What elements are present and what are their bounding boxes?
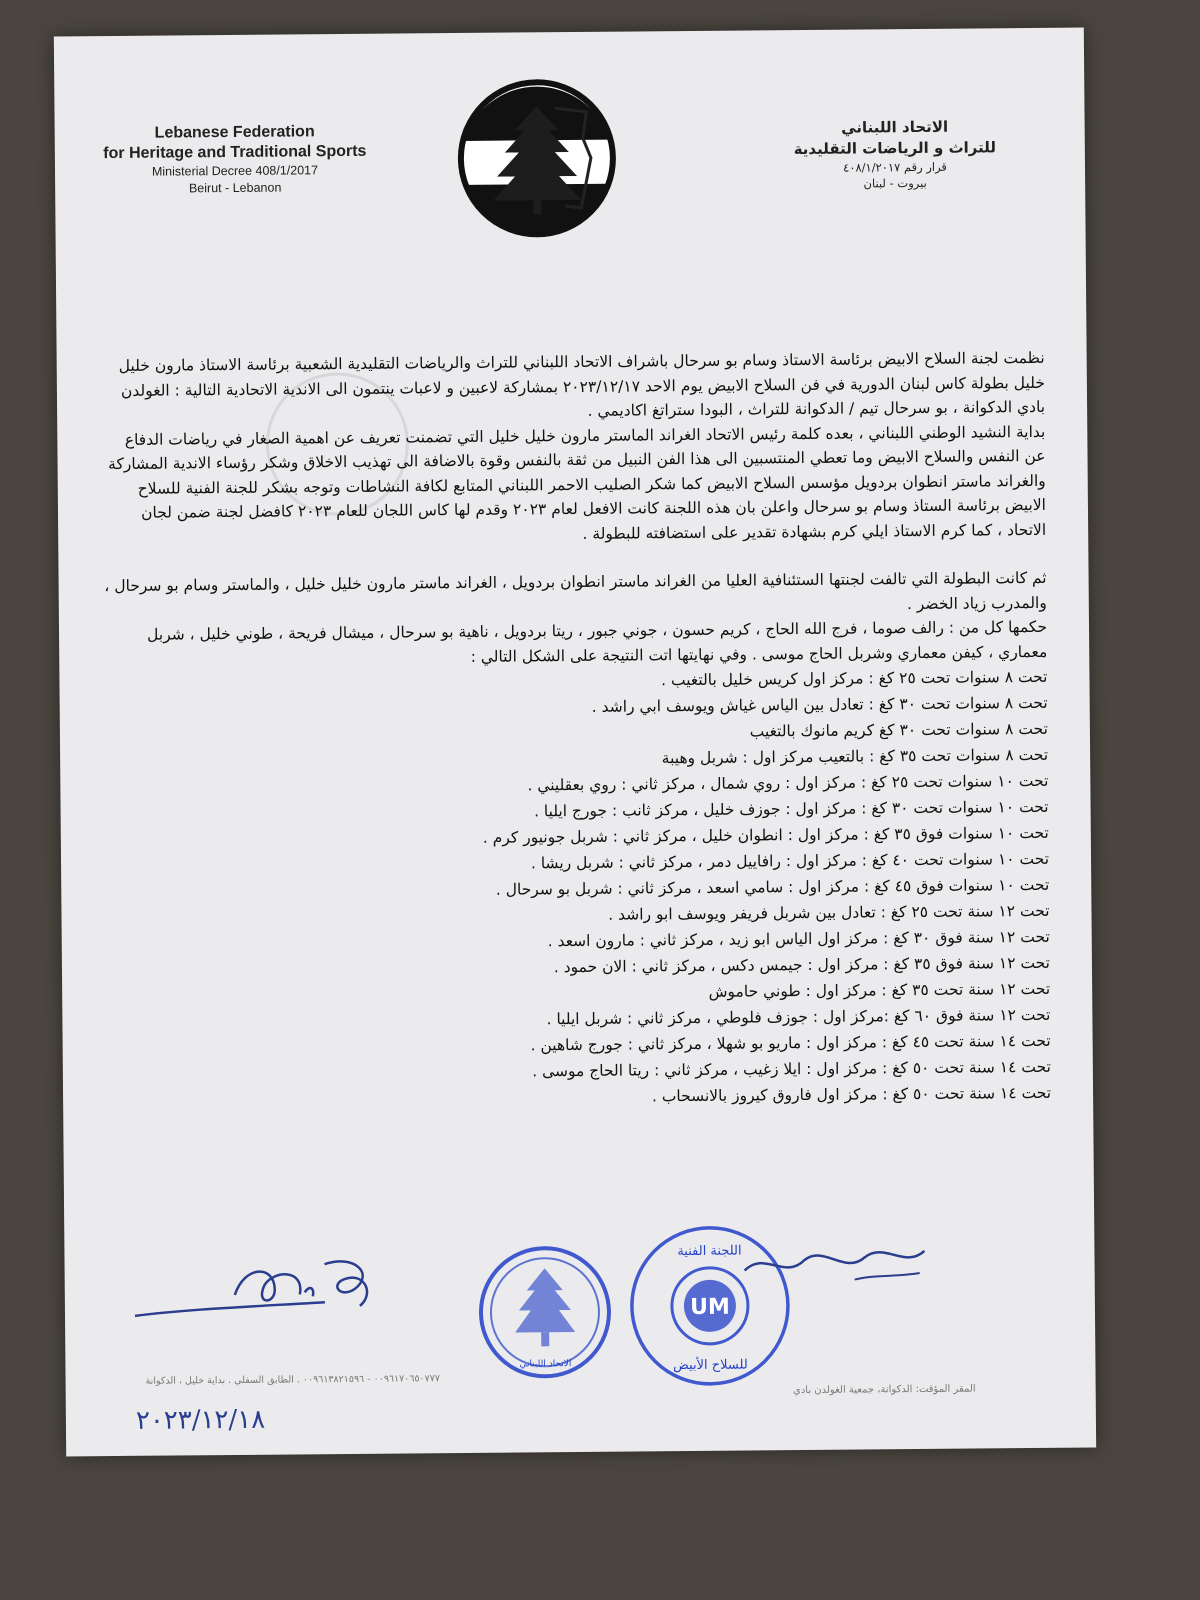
result-item: تحت ١٢ سنة فوق ٦٠ كغ :مركز اول : جوزف فلوطي ، مركز ثاني : شربل ايليا . xyxy=(546,1005,1051,1029)
address-contact: ٠٠٩٦١٧٠٦٥٠٧٧٧ - ٠٠٩٦١٣٨٢١٥٩٦ . الطابق السفلي . بداية خليل ، الدكوانة xyxy=(145,1373,440,1387)
federation-stamp-icon xyxy=(474,1242,615,1383)
federation-name-en-line2: for Heritage and Traditional Sports xyxy=(103,142,367,163)
result-item: تحت ١٠ سنوات تحت ٣٠ كغ : مركز اول : جوزف خليل ، مركز ثانب : جورج ايليا . xyxy=(533,797,1049,821)
result-item: تحت ٨ سنوات تحت ٣٥ كغ : بالتعيب مركز اول : شربل وهيبة xyxy=(661,745,1049,768)
result-item: تحت ٨ سنوات تحت ٣٠ كغ كريم مانوك بالتغيب xyxy=(749,719,1048,741)
decree-en: Ministerial Decree 408/1/2017 xyxy=(151,163,319,179)
city-ar: بيروت - لبنان xyxy=(863,175,927,191)
committee-paragraph: ثم كانت البطولة التي تالفت لجنتها الستئنافية العليا من الغراند ماستر انطوان بردويل ، الغراند ماستر مارون خليل خليل ، والماستر وسام بو سرحال ، والمدرب زياد الخضر . xyxy=(104,568,1047,613)
result-item: تحت ١٤ سنة تحت ٤٥ كغ : مركز اول : ماريو بو شهلا ، مركز ثاني : جورج شاهين . xyxy=(530,1031,1051,1055)
president-signature xyxy=(124,1244,385,1356)
letterhead-english xyxy=(85,122,386,199)
signature-date: ٢٠٢٣/١٢/١٨ xyxy=(135,1404,266,1436)
letter-footer xyxy=(64,1217,1096,1456)
federation-name-en-line1: Lebanese Federation xyxy=(154,123,315,142)
result-item: تحت ١٤ سنة تحت ٥٠ كغ : مركز اول فاروق كيروز بالانسحاب . xyxy=(651,1083,1052,1106)
federation-name-ar-line1: الاتحاد اللبناني xyxy=(841,117,949,137)
intro-paragraph: نظمت لجنة السلاح الابيض برئاسة الاستاذ وسام بو سرحال باشراف الاتحاد اللبناني للتراث والرياضات التقليدية الشعبية برئاسة الاستاذ مارون خليل خليل بطولة كاس لبنان الدورية في فن السلاح الابيض يوم الاحد ٢٠٢٣/١٢/١٧ بمشاركة لاعبين و لاعبات ينتمون الى الاندية الاتحادية التالية : الغولدن بادي الدكوانة ، بو سرحال تيم / الدكوانة للتراث ، البودا ستراتغ اكاديمي . xyxy=(118,348,1046,420)
result-item: تحت ١٠ سنوات تحت ٤٠ كغ : مركز اول : رافاييل دمر ، مركز ثاني : شربل ريشا . xyxy=(530,849,1050,873)
federation-name-ar-line2: للتراث و الرياضات التقليدية xyxy=(793,138,997,159)
result-item: تحت ١٤ سنة تحت ٥٠ كغ : مركز اول : ايلا زغيب ، مركز ثاني : ريتا الحاج موسى . xyxy=(532,1057,1051,1081)
federation-stamp-text: الاتحاد اللبناني xyxy=(519,1359,572,1370)
result-item: تحت ٨ سنوات تحت ٣٠ كغ : تعادل بين الياس غياش ويوسف ابي راشد . xyxy=(591,693,1048,716)
svg-text:UM: UM xyxy=(689,1294,730,1321)
result-item: تحت ١٢ سنة تحت ٢٥ كغ : تعادل بين شربل فريفر ويوسف ابو راشد . xyxy=(608,901,1050,924)
results-list xyxy=(101,664,1051,1114)
letter-body xyxy=(99,346,1052,1114)
committee-head-signature xyxy=(734,1229,935,1301)
referees-paragraph: حكمها كل من : رالف صوما ، فرج الله الحاج ، كريم حسون ، جوني جبور ، ريتا بردويل ، ناهية بو سرحال ، ميشال فريحة ، طوني خليل ، شربل معماري ، كيفن معماري وشربل الحاج موسى . وفي نهايتها اتت النتيجة على الشكل التالي : xyxy=(147,617,1048,666)
result-item: تحت ١٢ سنة فوق ٣٠ كغ : مركز اول الياس ابو زيد ، مركز ثاني : مارون اسعد . xyxy=(547,927,1050,951)
result-item: تحت ١٠ سنوات تحت ٢٥ كغ : مركز اول : روي شمال ، مركز ثاني : روي بعقليني . xyxy=(527,771,1049,795)
letter-sheet xyxy=(54,28,1096,1457)
committee-stamp-text-top: اللجنة الفنية xyxy=(677,1243,742,1260)
result-item: تحت ١٠ سنوات فوق ٣٥ كغ : مركز اول : انطوان خليل ، مركز ثاني : شربل جونيور كرم . xyxy=(482,823,1049,847)
result-item: تحت ١٢ سنة تحت ٣٥ كغ : مركز اول : طوني حاموش xyxy=(708,979,1051,1001)
result-item: تحت ١٠ سنوات فوق ٤٥ كغ : مركز اول : سامي اسعد ، مركز ثاني : شربل بو سرحال . xyxy=(495,875,1050,899)
cedar-tree-logo-icon xyxy=(456,78,617,239)
committee-stamp-text-bottom: للسلاح الأبيض xyxy=(673,1357,748,1374)
decree-ar: قرار رقم ٤٠٨/١/٢٠١٧ xyxy=(843,159,947,175)
ceremony-paragraph: بداية النشيد الوطني اللبناني ، بعده كلمة رئيس الاتحاد الغراند الماستر مارون خليل خليل التي تضمنت تعريف عن اهمية الصغار في رياضات الدفاع عن النفس والسلاح الابيض وما تعطي المنتسبين الى هذا الفن النبيل من ثقة بالنفس وقوة بالاضافة الى تهذيب الاخلاق وشكر رؤساء الاندية المشاركة والغراند ماستر انطوان بردويل مؤسس السلاح الابيض كما شكر الصليب الاحمر اللبناني المتابع لكافة النشاطات وتوجه بشكر للجنة الفنية للسلاح الابيض برئاسة الستاذ وسام بو سرحال واعلن بان هذه اللجنة كانت الافعل لعام ٢٠٢٣ وقدم لها كاس اللجان للعام ٢٠٢٣ كافضل لجنة ضمن لجان الاتحاد ، كما كرم الاستاذ ايلي كرم بشهادة تقدير على استضافته للبطولة . xyxy=(108,422,1047,543)
letterhead xyxy=(54,68,1086,267)
letterhead-arabic xyxy=(765,116,1026,192)
result-item: تحت ٨ سنوات تحت ٢٥ كغ : مركز اول كريس خليل بالتغيب . xyxy=(661,667,1048,690)
city-en: Beirut - Lebanon xyxy=(188,180,282,196)
address-temporary-hq: المقر المؤقت: الدكوانة، جمعية الغولدن بادي xyxy=(792,1383,976,1397)
result-item: تحت ١٢ سنة فوق ٣٥ كغ : مركز اول : جيمس دكس ، مركز ثاني : الان حمود . xyxy=(553,953,1051,977)
